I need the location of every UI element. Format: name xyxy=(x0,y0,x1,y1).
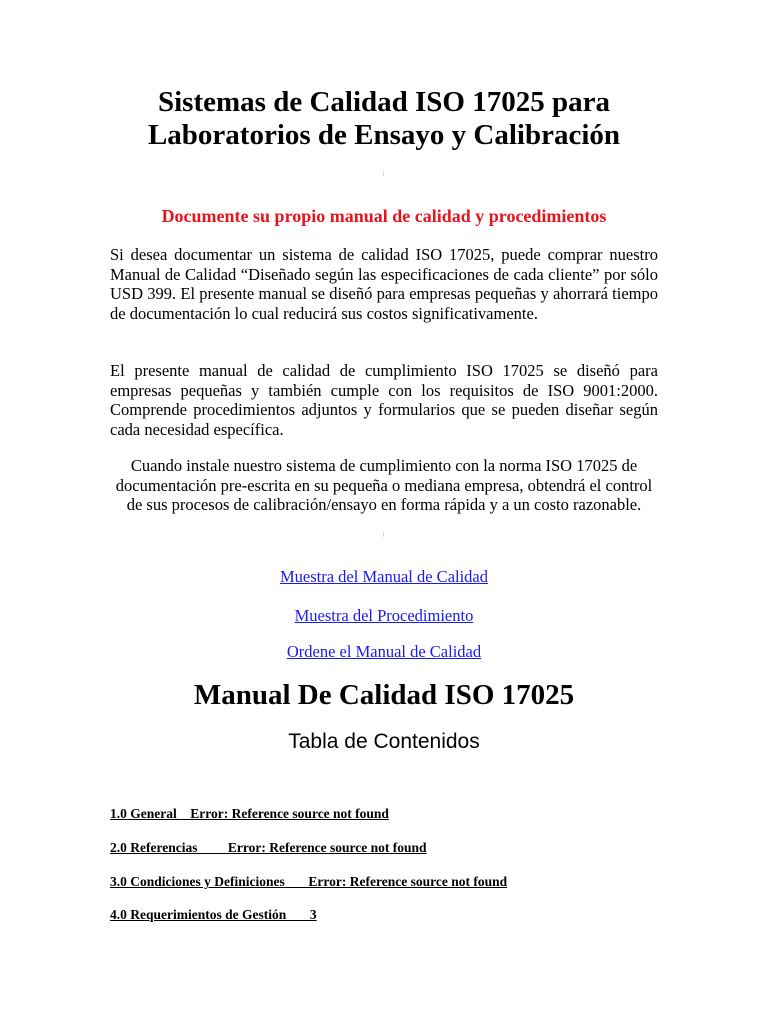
anchor-mark xyxy=(383,532,384,537)
toc-item-general[interactable]: 1.0 General Error: Reference source not found xyxy=(110,806,389,821)
sample-manual-link[interactable]: Muestra del Manual de Calidad xyxy=(279,567,489,586)
order-manual-link[interactable]: Ordene el Manual de Calidad xyxy=(286,642,482,661)
title-line-1: Sistemas de Calidad ISO 17025 para xyxy=(158,86,610,118)
manual-heading: Manual De Calidad ISO 17025 xyxy=(193,679,575,711)
closing-paragraph: Cuando instale nuestro sistema de cumplimiento con la norma ISO 17025 de documentación pre-escrita en su pequeña o mediana empresa, obtendrá el control de sus procesos de calibración/ensayo en forma rápida y a un costo razonable. xyxy=(115,456,653,514)
description-paragraph: El presente manual de calidad de cumplimiento ISO 17025 se diseñó para empresas pequeñas y también cumple con los requisitos de ISO 9001:2000. Comprende procedimientos adjuntos y formularios que se pueden diseñar según cada necesidad específica. xyxy=(110,361,658,439)
link-row xyxy=(60,606,708,626)
anchor-mark xyxy=(383,171,384,176)
intro-paragraph: Si desea documentar un sistema de calidad ISO 17025, puede comprar nuestro Manual de Calidad “Diseñado según las especificaciones de cada cliente” por sólo USD 399. El presente manual se diseñó para empresas pequeñas y ahorrará tiempo de documentación lo cual reducirá sus costos significativamente. xyxy=(110,245,658,323)
section-subtitle: Documente su propio manual de calidad y procedimientos xyxy=(161,206,607,226)
toc-item-requerimientos[interactable]: 4.0 Requerimientos de Gestión 3 xyxy=(110,907,317,922)
link-row xyxy=(60,642,708,662)
toc-item-condiciones[interactable]: 3.0 Condiciones y Definiciones Error: Reference source not found xyxy=(110,874,508,889)
link-row xyxy=(60,567,708,587)
toc-item-referencias[interactable]: 2.0 Referencias Error: Reference source not found xyxy=(110,840,427,855)
sample-procedure-link[interactable]: Muestra del Procedimiento xyxy=(294,606,474,625)
toc-title: Tabla de Contenidos xyxy=(288,730,480,753)
title-line-2: Laboratorios de Ensayo y Calibración xyxy=(147,119,621,151)
page-title xyxy=(60,86,708,152)
